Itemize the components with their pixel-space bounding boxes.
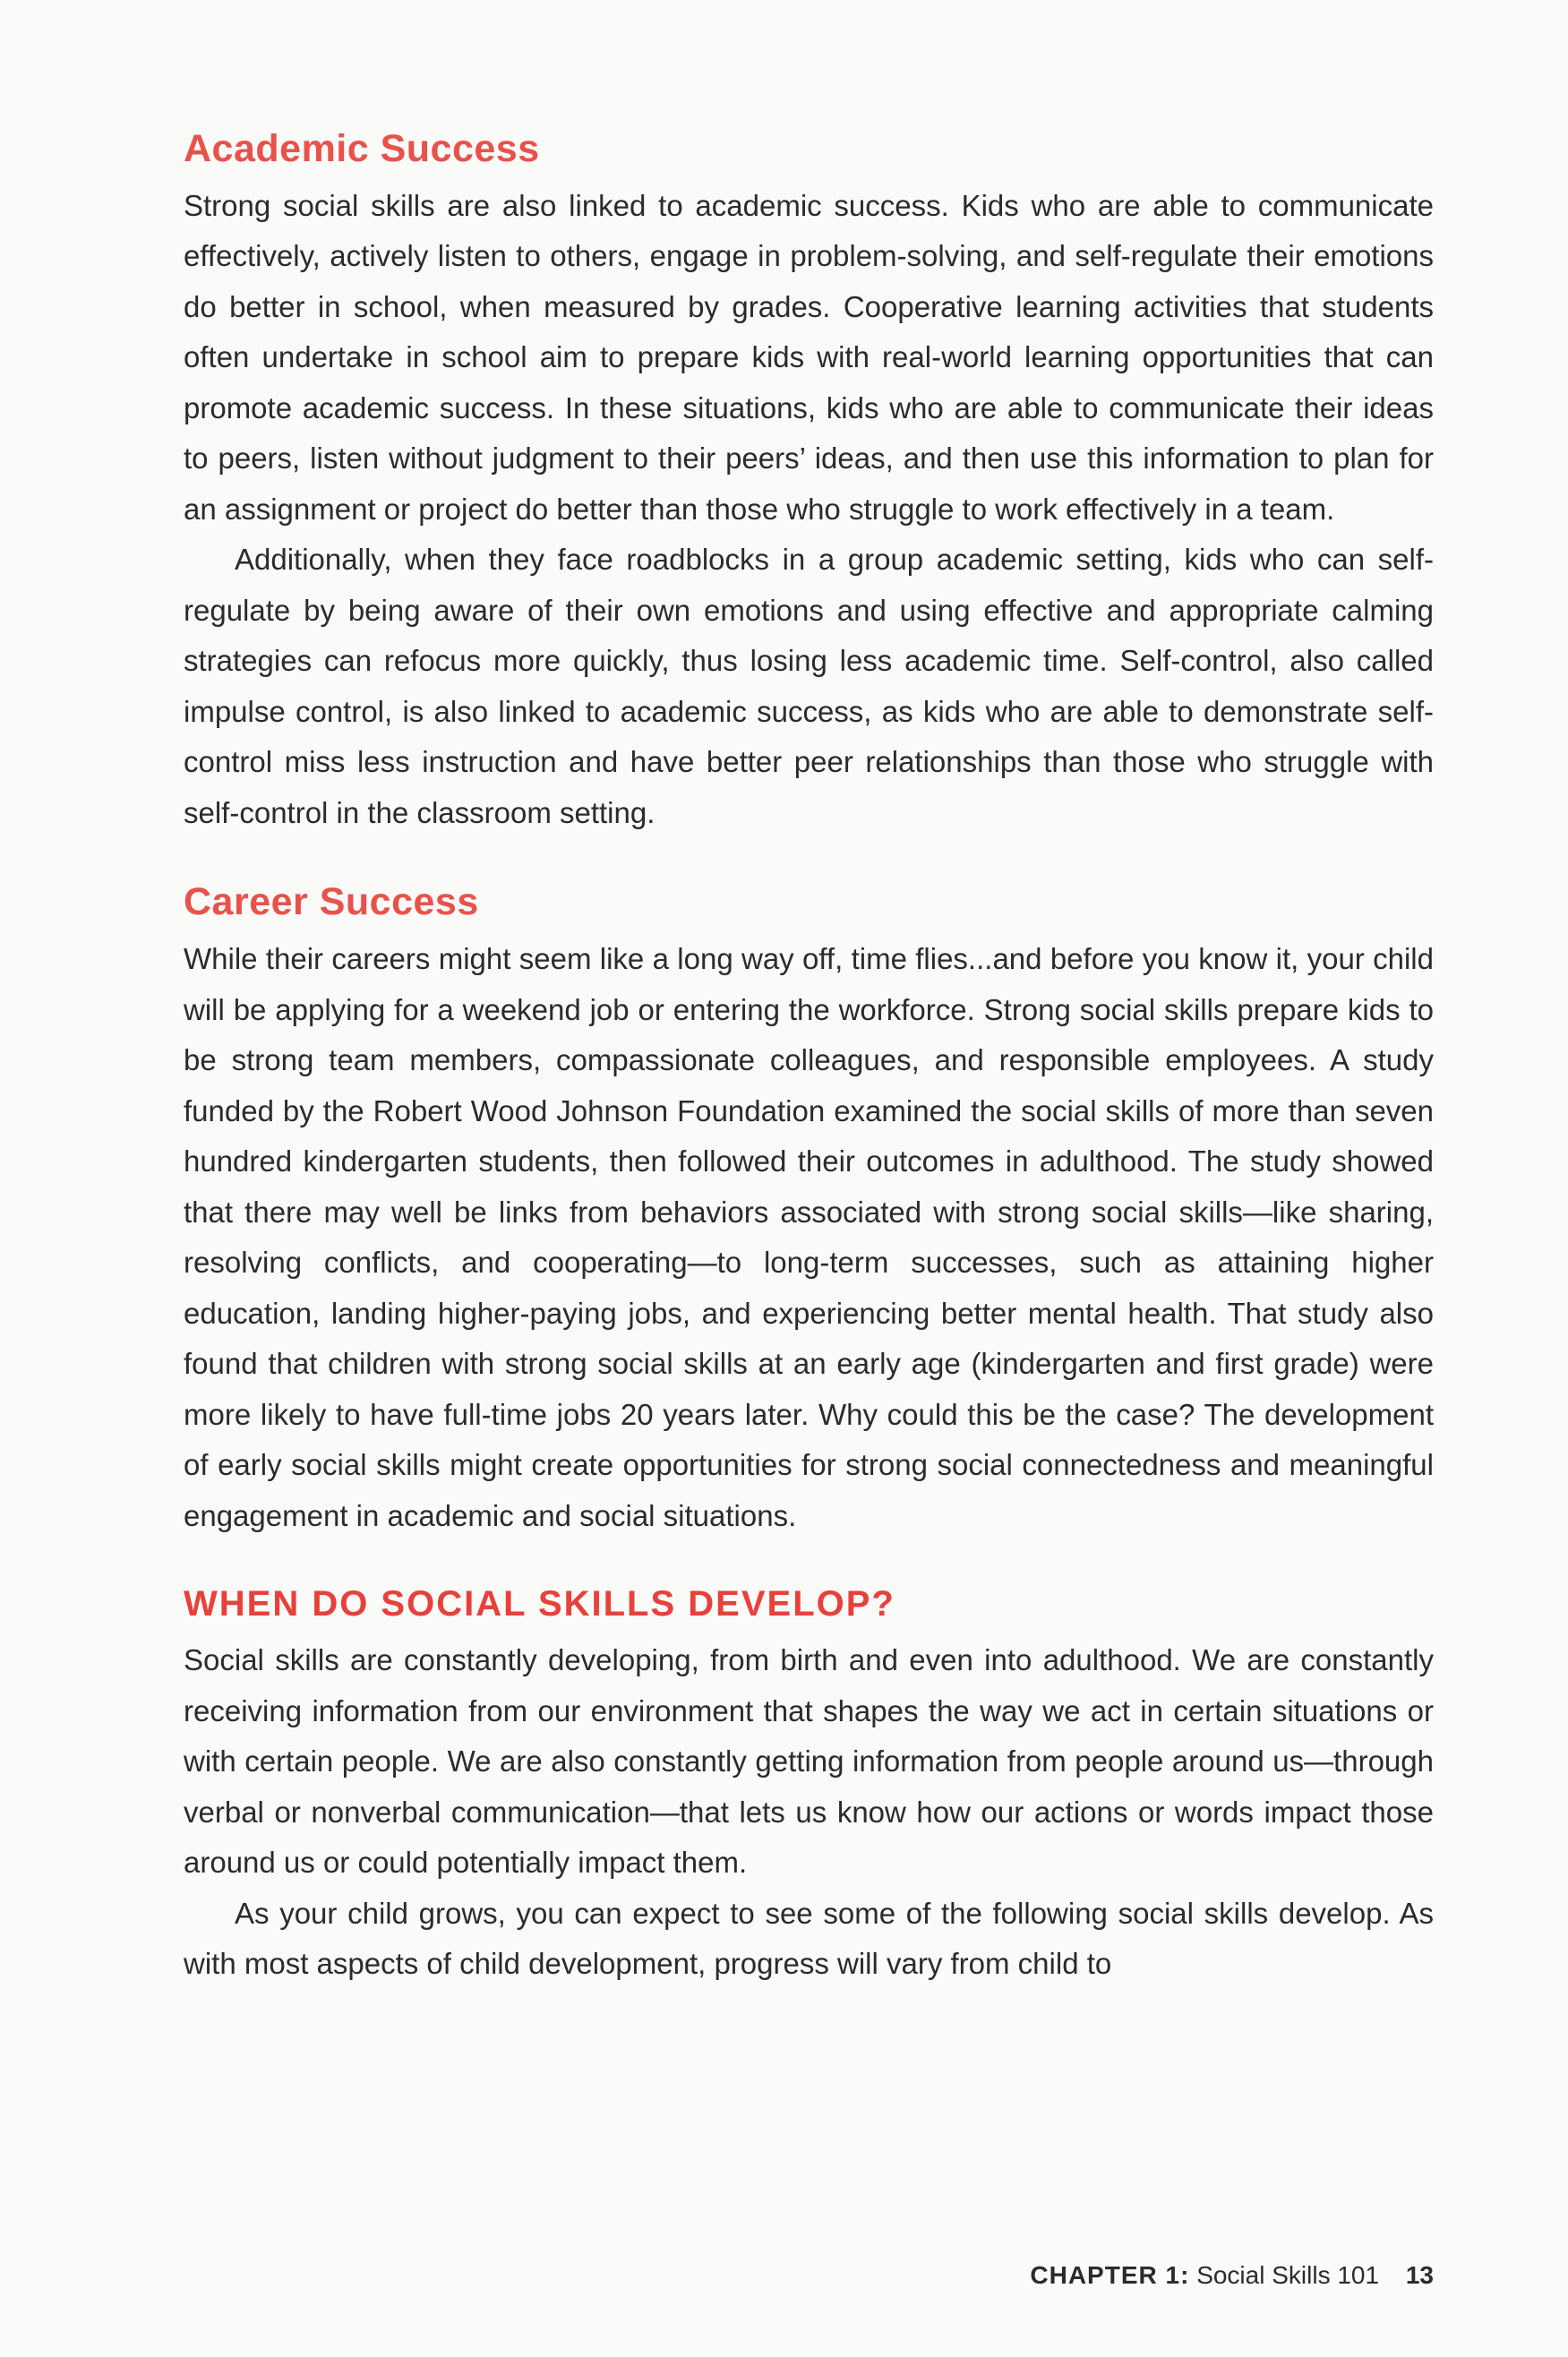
page-footer — [1030, 2261, 1434, 2290]
section-heading: Academic Success — [184, 127, 540, 170]
section-career-success — [184, 879, 1434, 1541]
page-content — [184, 125, 1434, 2030]
page-number: 13 — [1405, 2261, 1434, 2289]
paragraph: Additionally, when they face roadblocks in a group academic setting, kids who can self-regulate by being aware of their own emotions and using effective and appropriate calming strategies can refocus more quickly, thus losing less academic time. Self-control, also called impulse control, is also linked to academic success, as kids who are able to demonstrate self-control miss less instruction and have better peer relationships than those who struggle with self-control in the classroom setting. — [184, 543, 1434, 829]
paragraph: Strong social skills are also linked to academic success. Kids who are able to communicate effectively, actively listen to others, engage in problem-solving, and self-regulate their emotions do better in school, when measured by grades. Cooperative learning activities that students often undertake in school aim to prepare kids with real-world learning opportunities that can promote academic success. In these situations, kids who are able to communicate their ideas to peers, listen without judgment to their peers’ ideas, and then use this information to plan for an assignment or project do better than those who struggle to work effectively in a team. — [184, 188, 1434, 526]
paragraph: While their careers might seem like a long way off, time flies...and before you know it, your child will be applying for a weekend job or entering the workforce. Strong social skills prepare kids to be strong team members, compassionate colleagues, and responsible employees. A study funded by the Robert Wood Johnson Foundation examined the social skills of more than seven hundred kindergarten students, then followed their outcomes in adulthood. The study showed that there may well be links from behaviors associated with strong social skills—like sharing, resolving conflicts, and cooperating—to long-term successes, such as attaining higher education, landing higher-paying jobs, and experiencing better mental health. That study also found that children with strong social skills at an early age (kindergarten and first grade) were more likely to have full-time jobs 20 years later. Why could this be the case? The development of early social skills might create opportunities for strong social connectedness and meaningful engagement in academic and social situations. — [184, 942, 1434, 1532]
section-when-develop — [184, 1581, 1434, 1990]
paragraph: Social skills are constantly developing, from birth and even into adulthood. We are constantly receiving information from our environment that shapes the way we act in certain situations or with certain people. We are also constantly getting information from people around us—through verbal or nonverbal communication—that lets us know how our actions or words impact those around us or could potentially impact them. — [184, 1643, 1434, 1879]
paragraph: As your child grows, you can expect to see some of the following social skills develop. As with most aspects of child development, progress will vary from child to — [184, 1896, 1434, 1980]
chapter-section-heading: WHEN DO SOCIAL SKILLS DEVELOP? — [184, 1584, 895, 1624]
section-academic-success — [184, 125, 1434, 838]
section-heading: Career Success — [184, 880, 479, 924]
chapter-title: Social Skills 101 — [1196, 2261, 1380, 2289]
chapter-label: CHAPTER 1: — [1030, 2261, 1190, 2289]
